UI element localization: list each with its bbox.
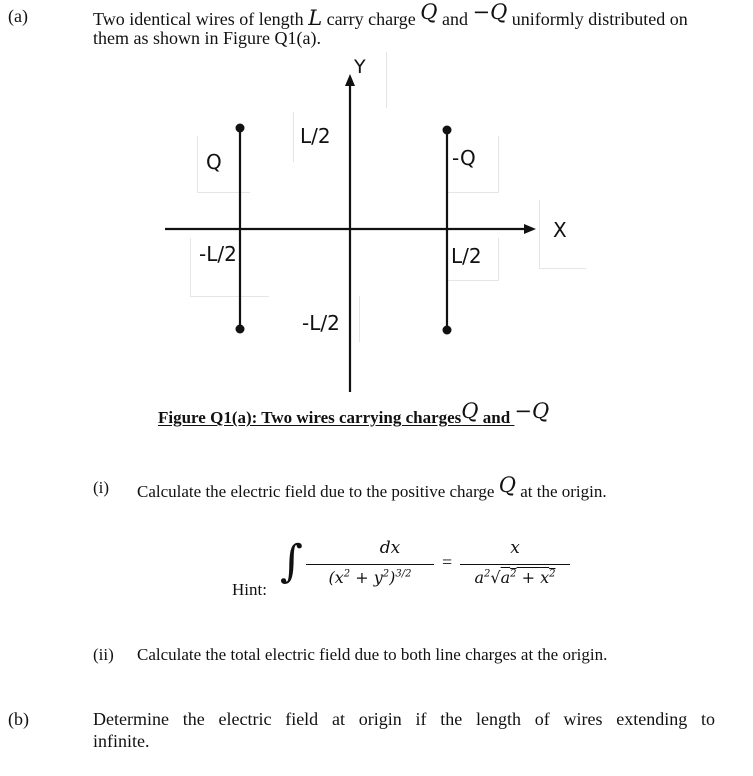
- label-negq: -Q: [452, 146, 476, 170]
- part-ii-text: Calculate the total electric field due to both line charges at the origin.: [137, 645, 608, 664]
- label-q: Q: [206, 150, 222, 174]
- hint-label: Hint:: [232, 580, 267, 599]
- x-axis-arrow: [524, 224, 536, 234]
- part-i-text-post: at the origin.: [520, 482, 607, 501]
- part-a-text-mid: carry charge: [326, 9, 416, 29]
- part-b-label: (b): [8, 709, 29, 729]
- equals-sign: =: [442, 552, 453, 572]
- figure-caption: [158, 399, 550, 428]
- caption-text: Figure Q1(a): Two wires carrying charges: [158, 408, 462, 427]
- var-L: L: [308, 6, 323, 30]
- part-a-line2: them as shown in Figure Q1(a).: [93, 28, 321, 48]
- caption-var-negq: −Q: [514, 399, 550, 423]
- hint-equation: [280, 532, 580, 602]
- wire-negq-bottom-end: [443, 326, 452, 335]
- caption-var-q: Q: [461, 399, 479, 423]
- part-i-label: (i): [93, 478, 110, 497]
- axis-x-label: X: [553, 218, 567, 242]
- top-half-label: L/2: [300, 124, 331, 148]
- hint-rhs-numerator: x: [510, 538, 520, 558]
- caption-and: and: [482, 408, 511, 427]
- hint-numerator: dx: [379, 538, 401, 558]
- part-a-label: (a): [8, 6, 28, 26]
- part-ii-label: (ii): [93, 645, 114, 664]
- part-a-text-pre: Two identical wires of length: [93, 9, 304, 29]
- part-b-line2: infinite.: [93, 731, 150, 751]
- hint-denominator: $(x^2 + y^2)^{3/2}$: [328, 568, 412, 587]
- hint-fraction-bar: [306, 564, 434, 565]
- wire-negq-top-end: [443, 126, 452, 135]
- part-i-text: [137, 473, 607, 502]
- part-a-and: and: [441, 9, 468, 29]
- bottom-half-label: -L/2: [302, 311, 340, 335]
- part-i-text-pre: Calculate the electric field due to the positive charge: [137, 482, 495, 501]
- part-b-line1: Determine the electric field at origin if the length of wires extending to: [93, 709, 715, 729]
- wire-q-bottom-end: [236, 325, 245, 334]
- part-a-text-post: uniformly distributed on: [511, 9, 688, 29]
- right-half-label: L/2: [451, 244, 482, 268]
- hint-rhs-fraction-bar: [460, 564, 570, 565]
- var-Q: Q: [420, 0, 438, 24]
- wire-q-top-end: [236, 124, 245, 133]
- integral-sign: ∫: [280, 536, 303, 587]
- part-i-var-q: Q: [498, 473, 516, 497]
- left-neg-half-label: -L/2: [199, 242, 237, 266]
- var-negQ: −Q: [472, 0, 508, 24]
- axis-y-label: Y: [354, 56, 366, 78]
- hint-rhs-denominator: $a^2√a^2 + x^2$: [474, 568, 556, 587]
